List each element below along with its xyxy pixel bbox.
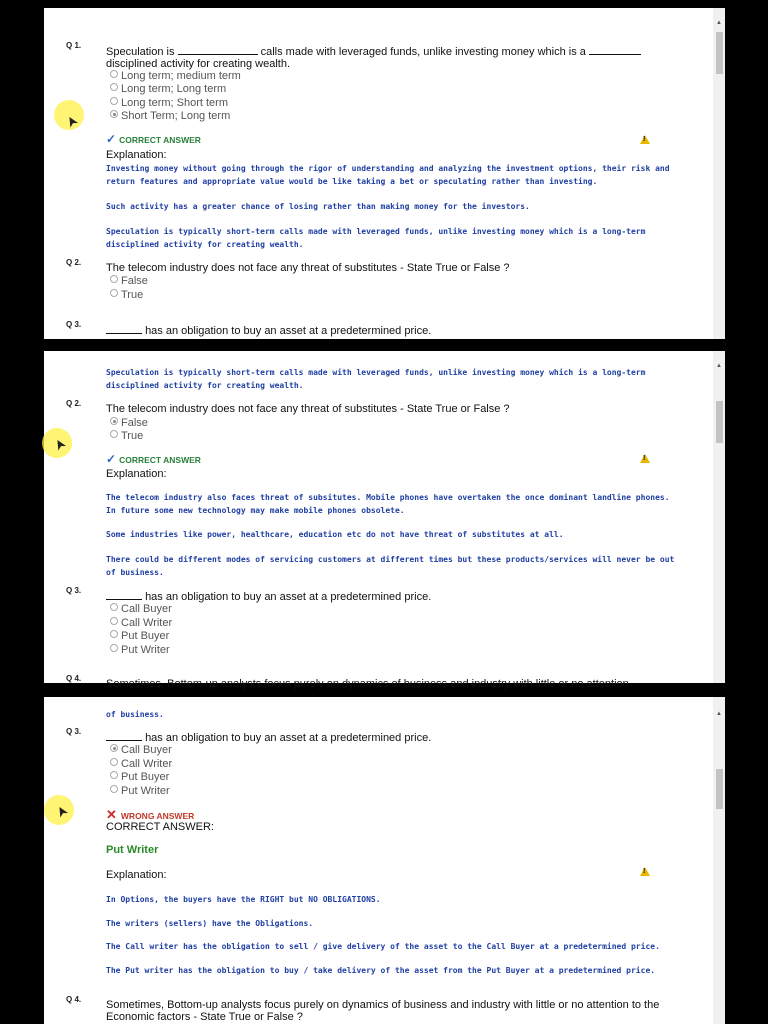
explanation-paragraph: The writers (sellers) have the Obligations. <box>106 919 314 928</box>
radio-button-selected[interactable] <box>110 744 118 752</box>
answer-option-selected[interactable]: Short Term; Long term <box>110 110 230 123</box>
scrollbar-thumb[interactable] <box>716 401 723 443</box>
answer-option-selected[interactable]: False <box>110 417 148 430</box>
radio-button[interactable] <box>110 644 118 652</box>
explanation-label: Explanation: <box>106 468 167 480</box>
warning-icon[interactable] <box>640 135 650 144</box>
verdict-correct: ✓ CORRECT ANSWER <box>106 132 201 146</box>
question-number: Q 2. <box>66 258 82 267</box>
question-text: The telecom industry does not face any threat of substitutes - State True or False ? <box>106 403 510 415</box>
answer-option[interactable]: Put Buyer <box>110 630 169 643</box>
cross-icon: ✕ <box>106 807 117 822</box>
scroll-up-icon[interactable]: ▲ <box>716 363 722 369</box>
answer-option[interactable]: False <box>110 275 148 288</box>
radio-button[interactable] <box>110 97 118 105</box>
check-icon: ✓ <box>106 132 117 146</box>
answer-option[interactable]: Call Writer <box>110 617 172 630</box>
radio-button[interactable] <box>110 289 118 297</box>
answer-option[interactable]: Long term; medium term <box>110 70 241 83</box>
answer-option[interactable]: True <box>110 430 143 443</box>
radio-button-selected[interactable] <box>110 110 118 118</box>
explanation-paragraph: Speculation is typically short-term calls made with leveraged funds, unlike investing money which is a long-term disciplined activity for creating wealth. <box>106 368 646 390</box>
quiz-panel-3 <box>44 697 725 1024</box>
correct-answer-label: CORRECT ANSWER: <box>106 821 214 833</box>
radio-button[interactable] <box>110 83 118 91</box>
radio-button[interactable] <box>110 617 118 625</box>
warning-icon[interactable] <box>640 867 650 876</box>
answer-option[interactable]: True <box>110 289 143 302</box>
radio-button[interactable] <box>110 70 118 78</box>
explanation-paragraph: Some industries like power, healthcare, education etc do not have threat of substitutes at all. <box>106 530 564 539</box>
question-text: Sometimes, Bottom-up analysts focus purely on dynamics of business and industry with little or no attention to the Economic factors - State True or False ? <box>106 999 660 1023</box>
answer-option[interactable]: Call Buyer <box>110 603 172 616</box>
question-number: Q 3. <box>66 586 82 595</box>
radio-button[interactable] <box>110 430 118 438</box>
explanation-paragraph: Speculation is typically short-term calls made with leveraged funds, unlike investing money which is a long-term disciplined activity for creating wealth. <box>106 227 646 249</box>
answer-option[interactable]: Long term; Long term <box>110 83 226 96</box>
scrollbar[interactable] <box>713 8 725 339</box>
explanation-paragraph: The Call writer has the obligation to sell / give delivery of the asset to the Call Buyer at a predetermined price. <box>106 942 660 951</box>
scrollbar-thumb[interactable] <box>716 769 723 809</box>
radio-button-selected[interactable] <box>110 417 118 425</box>
explanation-label: Explanation: <box>106 149 167 161</box>
cursor-icon: ➤ <box>49 435 70 454</box>
answer-option-selected[interactable]: Call Buyer <box>110 744 172 757</box>
question-number: Q 4. <box>66 995 82 1004</box>
correct-answer-value: Put Writer <box>106 844 159 856</box>
question-text: has an obligation to buy an asset at a predetermined price. <box>106 590 431 603</box>
question-text: has an obligation to buy an asset at a predetermined price. <box>106 731 431 744</box>
check-icon: ✓ <box>106 452 117 466</box>
radio-button[interactable] <box>110 603 118 611</box>
question-text: Sometimes, Bottom-up analysts focus purely on dynamics of business and industry with little or no attention <box>106 678 629 690</box>
explanation-paragraph: In Options, the buyers have the RIGHT but NO OBLIGATIONS. <box>106 895 381 904</box>
quiz-panel-2 <box>44 351 725 690</box>
answer-option[interactable]: Call Writer <box>110 758 172 771</box>
quiz-panel-1 <box>44 8 725 339</box>
warning-icon[interactable] <box>640 454 650 463</box>
explanation-paragraph: The Put writer has the obligation to buy / take delivery of the asset from the Put Buyer at a predetermined price. <box>106 966 656 975</box>
cursor-icon: ➤ <box>51 802 72 821</box>
question-text: has an obligation to buy an asset at a predetermined price. <box>106 324 431 337</box>
question-number: Q 2. <box>66 399 82 408</box>
explanation-paragraph: Such activity has a greater chance of losing rather than making money for the investors. <box>106 202 530 211</box>
radio-button[interactable] <box>110 758 118 766</box>
scrollbar[interactable] <box>713 697 725 1024</box>
answer-option[interactable]: Put Writer <box>110 785 170 798</box>
radio-button[interactable] <box>110 771 118 779</box>
explanation-label: Explanation: <box>106 869 167 881</box>
radio-button[interactable] <box>110 785 118 793</box>
question-number: Q 1. <box>66 41 82 50</box>
explanation-paragraph: There could be different modes of servicing customers at different times but these products/services will never be out of business. <box>106 555 675 577</box>
answer-option[interactable]: Put Buyer <box>110 771 169 784</box>
explanation-paragraph: The telecom industry also faces threat of subsitutes. Mobile phones have overtaken the once dominant landline phones. In future some new technology may make mobile phones obsolete. <box>106 493 670 515</box>
verdict-correct: ✓ CORRECT ANSWER <box>106 452 201 466</box>
scrollbar[interactable] <box>713 351 725 683</box>
answer-option[interactable]: Long term; Short term <box>110 97 228 110</box>
question-number: Q 4. <box>66 674 82 683</box>
radio-button[interactable] <box>110 630 118 638</box>
question-number: Q 3. <box>66 727 82 736</box>
explanation-paragraph: of business. <box>106 710 164 719</box>
explanation-paragraph: Investing money without going through the rigor of understanding and analyzing the investment options, their risk and return features and appropriate value would be like taking a bet or speculating rather than investing. <box>106 164 670 186</box>
question-text: The telecom industry does not face any threat of substitutes - State True or False ? <box>106 262 510 274</box>
scrollbar-thumb[interactable] <box>716 32 723 74</box>
radio-button[interactable] <box>110 275 118 283</box>
question-text: Speculation is calls made with leveraged funds, unlike investing money which is a disciplined activity for creating wealth. <box>106 45 676 70</box>
cursor-icon: ➤ <box>61 112 82 131</box>
scroll-up-icon[interactable]: ▲ <box>716 711 722 717</box>
answer-option[interactable]: Put Writer <box>110 644 170 657</box>
question-number: Q 3. <box>66 320 82 329</box>
scroll-up-icon[interactable]: ▲ <box>716 20 722 26</box>
verdict-wrong: ✕ WRONG ANSWER <box>106 807 195 822</box>
